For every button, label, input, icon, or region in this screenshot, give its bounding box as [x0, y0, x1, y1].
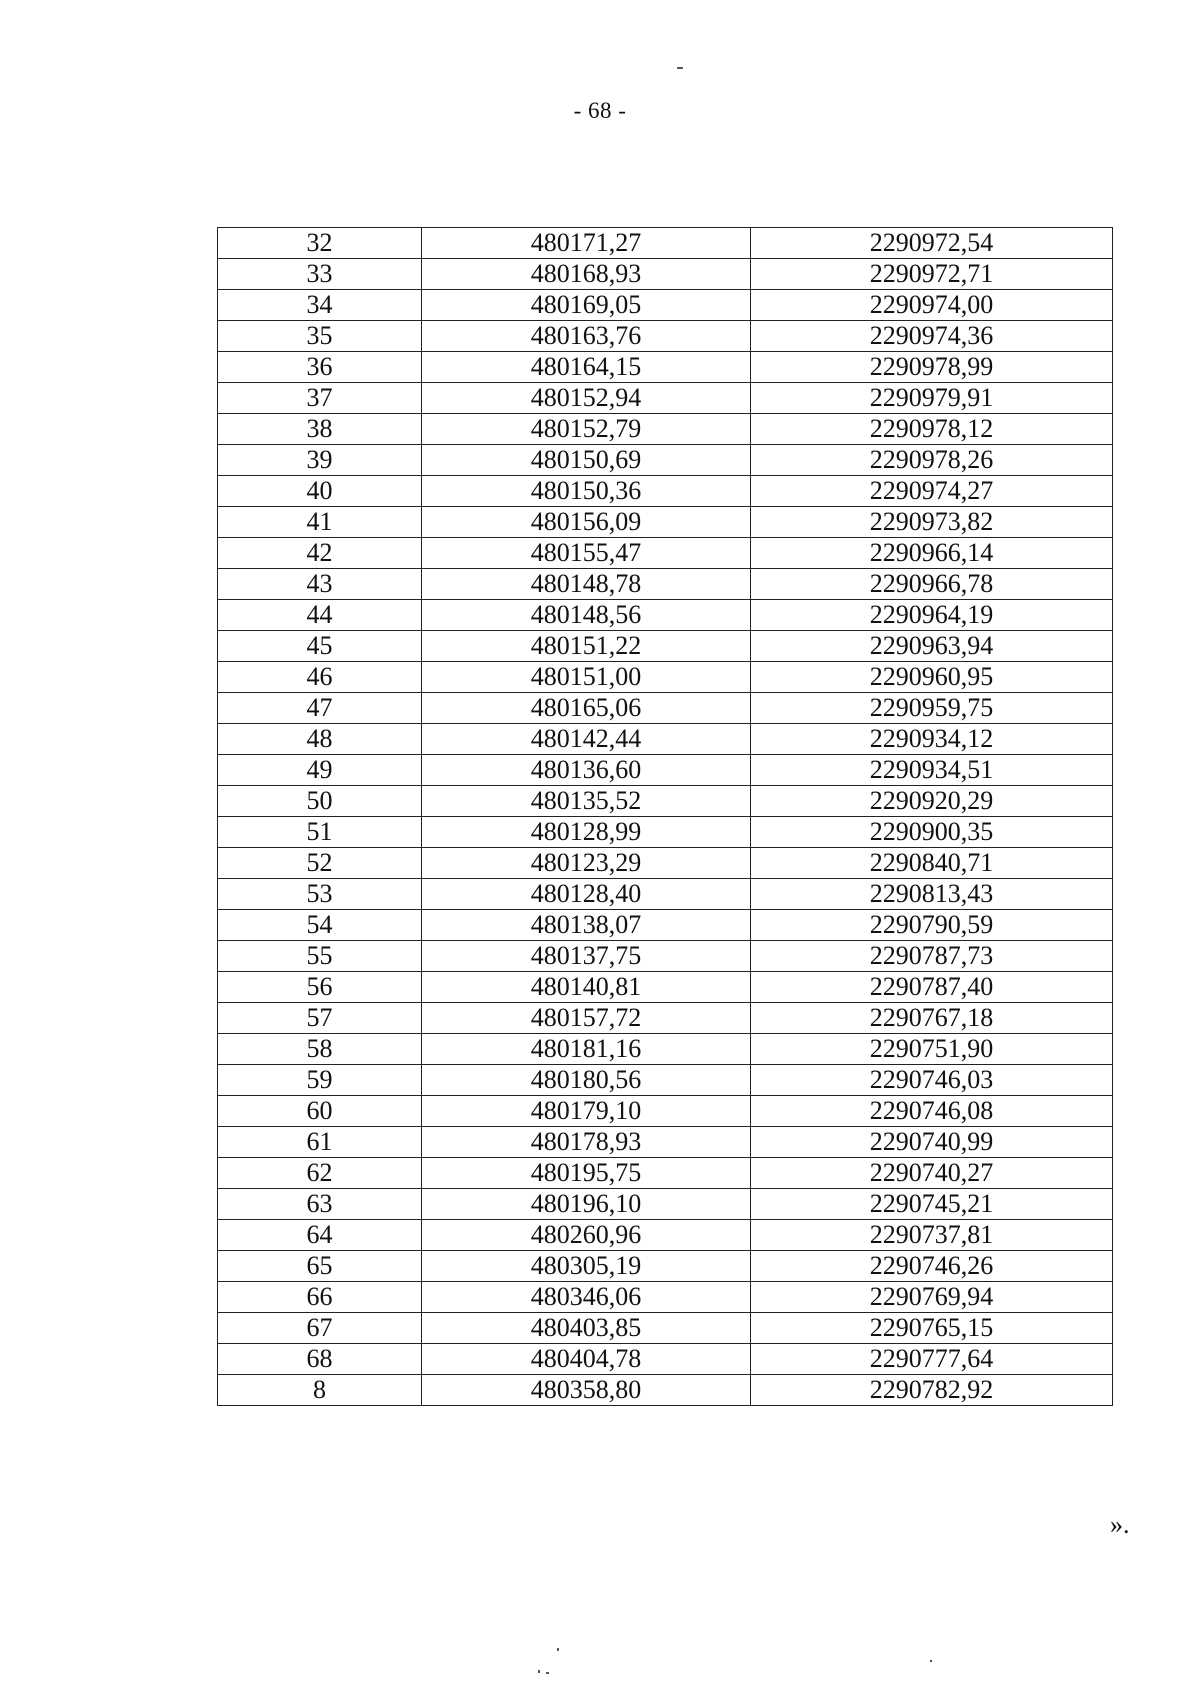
- x-coordinate-cell: 480305,19: [422, 1251, 751, 1282]
- point-number-cell: 52: [218, 848, 422, 879]
- x-coordinate-cell: 480148,78: [422, 569, 751, 600]
- y-coordinate-cell: 2290769,94: [751, 1282, 1113, 1313]
- table-row: [218, 786, 1113, 817]
- point-number-cell: 53: [218, 879, 422, 910]
- point-number-cell: 51: [218, 817, 422, 848]
- x-coordinate-cell: 480346,06: [422, 1282, 751, 1313]
- table-row: [218, 569, 1113, 600]
- point-number-cell: 62: [218, 1158, 422, 1189]
- y-coordinate-cell: 2290979,91: [751, 383, 1113, 414]
- table-row: [218, 414, 1113, 445]
- y-coordinate-cell: 2290900,35: [751, 817, 1113, 848]
- table-row: [218, 1220, 1113, 1251]
- x-coordinate-cell: 480152,94: [422, 383, 751, 414]
- x-coordinate-cell: 480181,16: [422, 1034, 751, 1065]
- table-row: [218, 848, 1113, 879]
- x-coordinate-cell: 480180,56: [422, 1065, 751, 1096]
- x-coordinate-cell: 480178,93: [422, 1127, 751, 1158]
- y-coordinate-cell: 2290737,81: [751, 1220, 1113, 1251]
- x-coordinate-cell: 480195,75: [422, 1158, 751, 1189]
- y-coordinate-cell: 2290959,75: [751, 693, 1113, 724]
- x-coordinate-cell: 480140,81: [422, 972, 751, 1003]
- table-row: [218, 507, 1113, 538]
- x-coordinate-cell: 480155,47: [422, 538, 751, 569]
- table-row: [218, 1313, 1113, 1344]
- x-coordinate-cell: 480138,07: [422, 910, 751, 941]
- point-number-cell: 56: [218, 972, 422, 1003]
- table-row: [218, 693, 1113, 724]
- point-number-cell: 38: [218, 414, 422, 445]
- table-row: [218, 1282, 1113, 1313]
- scan-speck: [557, 1648, 559, 1651]
- point-number-cell: 54: [218, 910, 422, 941]
- table-row: [218, 631, 1113, 662]
- point-number-cell: 35: [218, 321, 422, 352]
- page-number: - 68 -: [573, 98, 627, 123]
- y-coordinate-cell: 2290934,12: [751, 724, 1113, 755]
- y-coordinate-cell: 2290974,27: [751, 476, 1113, 507]
- point-number-cell: 45: [218, 631, 422, 662]
- point-number-cell: 34: [218, 290, 422, 321]
- scan-speck: [538, 1670, 540, 1673]
- y-coordinate-cell: 2290960,95: [751, 662, 1113, 693]
- x-coordinate-cell: 480148,56: [422, 600, 751, 631]
- y-coordinate-cell: 2290978,26: [751, 445, 1113, 476]
- point-number-cell: 55: [218, 941, 422, 972]
- point-number-cell: 47: [218, 693, 422, 724]
- point-number-cell: 63: [218, 1189, 422, 1220]
- y-coordinate-cell: 2290746,08: [751, 1096, 1113, 1127]
- y-coordinate-cell: 2290963,94: [751, 631, 1113, 662]
- coordinates-table-body: [218, 228, 1113, 1406]
- point-number-cell: 44: [218, 600, 422, 631]
- point-number-cell: 59: [218, 1065, 422, 1096]
- table-row: [218, 1158, 1113, 1189]
- y-coordinate-cell: 2290746,26: [751, 1251, 1113, 1282]
- y-coordinate-cell: 2290765,15: [751, 1313, 1113, 1344]
- table-row: [218, 1065, 1113, 1096]
- y-coordinate-cell: 2290740,27: [751, 1158, 1113, 1189]
- point-number-cell: 57: [218, 1003, 422, 1034]
- y-coordinate-cell: 2290745,21: [751, 1189, 1113, 1220]
- point-number-cell: 60: [218, 1096, 422, 1127]
- table-row: [218, 352, 1113, 383]
- table-row: [218, 910, 1113, 941]
- x-coordinate-cell: 480152,79: [422, 414, 751, 445]
- x-coordinate-cell: 480163,76: [422, 321, 751, 352]
- table-row: [218, 383, 1113, 414]
- x-coordinate-cell: 480164,15: [422, 352, 751, 383]
- table-row: [218, 600, 1113, 631]
- table-row: [218, 445, 1113, 476]
- x-coordinate-cell: 480169,05: [422, 290, 751, 321]
- coordinates-table: [217, 227, 1113, 1406]
- x-coordinate-cell: 480168,93: [422, 259, 751, 290]
- table-row: [218, 1344, 1113, 1375]
- table-row: [218, 941, 1113, 972]
- x-coordinate-cell: 480128,40: [422, 879, 751, 910]
- x-coordinate-cell: 480404,78: [422, 1344, 751, 1375]
- x-coordinate-cell: 480196,10: [422, 1189, 751, 1220]
- point-number-cell: 67: [218, 1313, 422, 1344]
- y-coordinate-cell: 2290787,73: [751, 941, 1113, 972]
- x-coordinate-cell: 480150,69: [422, 445, 751, 476]
- point-number-cell: 33: [218, 259, 422, 290]
- y-coordinate-cell: 2290972,71: [751, 259, 1113, 290]
- x-coordinate-cell: 480179,10: [422, 1096, 751, 1127]
- table-row: [218, 538, 1113, 569]
- point-number-cell: 36: [218, 352, 422, 383]
- y-coordinate-cell: 2290966,14: [751, 538, 1113, 569]
- y-coordinate-cell: 2290813,43: [751, 879, 1113, 910]
- x-coordinate-cell: 480358,80: [422, 1375, 751, 1406]
- y-coordinate-cell: 2290740,99: [751, 1127, 1113, 1158]
- x-coordinate-cell: 480165,06: [422, 693, 751, 724]
- y-coordinate-cell: 2290782,92: [751, 1375, 1113, 1406]
- point-number-cell: 64: [218, 1220, 422, 1251]
- point-number-cell: 65: [218, 1251, 422, 1282]
- table-row: [218, 1003, 1113, 1034]
- x-coordinate-cell: 480135,52: [422, 786, 751, 817]
- point-number-cell: 39: [218, 445, 422, 476]
- x-coordinate-cell: 480260,96: [422, 1220, 751, 1251]
- y-coordinate-cell: 2290751,90: [751, 1034, 1113, 1065]
- closing-quote-mark: ».: [1110, 1510, 1130, 1539]
- point-number-cell: 46: [218, 662, 422, 693]
- y-coordinate-cell: 2290966,78: [751, 569, 1113, 600]
- table-row: [218, 228, 1113, 259]
- table-row: [218, 476, 1113, 507]
- y-coordinate-cell: 2290746,03: [751, 1065, 1113, 1096]
- table-row: [218, 972, 1113, 1003]
- point-number-cell: 61: [218, 1127, 422, 1158]
- table-row: [218, 321, 1113, 352]
- point-number-cell: 42: [218, 538, 422, 569]
- x-coordinate-cell: 480151,22: [422, 631, 751, 662]
- y-coordinate-cell: 2290972,54: [751, 228, 1113, 259]
- table-row: [218, 817, 1113, 848]
- table-row: [218, 1127, 1113, 1158]
- point-number-cell: 50: [218, 786, 422, 817]
- y-coordinate-cell: 2290790,59: [751, 910, 1113, 941]
- table-row: [218, 259, 1113, 290]
- y-coordinate-cell: 2290840,71: [751, 848, 1113, 879]
- point-number-cell: 68: [218, 1344, 422, 1375]
- x-coordinate-cell: 480128,99: [422, 817, 751, 848]
- x-coordinate-cell: 480137,75: [422, 941, 751, 972]
- scan-speck: [677, 67, 683, 69]
- table-row: [218, 1096, 1113, 1127]
- x-coordinate-cell: 480156,09: [422, 507, 751, 538]
- table-row: [218, 755, 1113, 786]
- point-number-cell: 49: [218, 755, 422, 786]
- table-row: [218, 1375, 1113, 1406]
- x-coordinate-cell: 480151,00: [422, 662, 751, 693]
- point-number-cell: 8: [218, 1375, 422, 1406]
- point-number-cell: 48: [218, 724, 422, 755]
- table-row: [218, 724, 1113, 755]
- table-row: [218, 290, 1113, 321]
- point-number-cell: 41: [218, 507, 422, 538]
- table-row: [218, 879, 1113, 910]
- point-number-cell: 37: [218, 383, 422, 414]
- y-coordinate-cell: 2290920,29: [751, 786, 1113, 817]
- table-row: [218, 662, 1113, 693]
- point-number-cell: 66: [218, 1282, 422, 1313]
- y-coordinate-cell: 2290767,18: [751, 1003, 1113, 1034]
- table-row: [218, 1189, 1113, 1220]
- x-coordinate-cell: 480136,60: [422, 755, 751, 786]
- point-number-cell: 32: [218, 228, 422, 259]
- x-coordinate-cell: 480157,72: [422, 1003, 751, 1034]
- point-number-cell: 58: [218, 1034, 422, 1065]
- scan-speck: [546, 1672, 549, 1674]
- y-coordinate-cell: 2290978,12: [751, 414, 1113, 445]
- table-row: [218, 1251, 1113, 1282]
- x-coordinate-cell: 480150,36: [422, 476, 751, 507]
- y-coordinate-cell: 2290974,36: [751, 321, 1113, 352]
- x-coordinate-cell: 480403,85: [422, 1313, 751, 1344]
- y-coordinate-cell: 2290964,19: [751, 600, 1113, 631]
- y-coordinate-cell: 2290777,64: [751, 1344, 1113, 1375]
- x-coordinate-cell: 480142,44: [422, 724, 751, 755]
- point-number-cell: 40: [218, 476, 422, 507]
- y-coordinate-cell: 2290787,40: [751, 972, 1113, 1003]
- y-coordinate-cell: 2290978,99: [751, 352, 1113, 383]
- y-coordinate-cell: 2290934,51: [751, 755, 1113, 786]
- table-row: [218, 1034, 1113, 1065]
- point-number-cell: 43: [218, 569, 422, 600]
- x-coordinate-cell: 480171,27: [422, 228, 751, 259]
- y-coordinate-cell: 2290973,82: [751, 507, 1113, 538]
- y-coordinate-cell: 2290974,00: [751, 290, 1113, 321]
- scan-speck: [930, 1660, 932, 1662]
- x-coordinate-cell: 480123,29: [422, 848, 751, 879]
